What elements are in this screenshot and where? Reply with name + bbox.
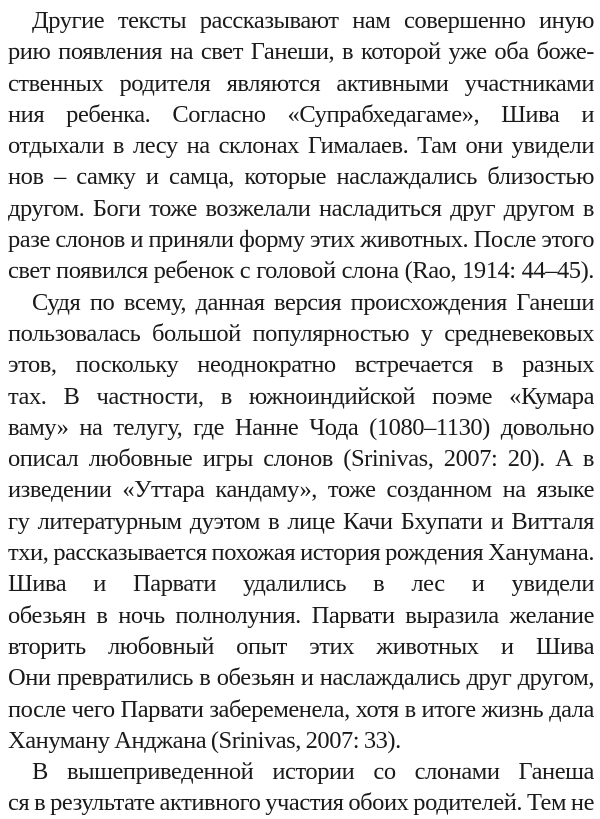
text-line: Они превратились в обезьян и наслаждались друг другом, (8, 664, 594, 692)
text-line: другом. Боги тоже возжелали насладиться друг другом в (8, 194, 594, 222)
text-line: изведении «Уттара кандаму», тоже созданном на языке (8, 476, 594, 504)
text-line: обезьян в ночь полнолуния. Парвати выразила желание (8, 601, 594, 629)
text-line: ся в результате активного участия обоих родителей. Тем не (8, 789, 594, 817)
text-line: ваму» на телугу, где Нанне Чода (1080–1130) довольно (8, 413, 594, 441)
paragraph-2 (8, 287, 594, 756)
paragraph-3 (8, 756, 594, 819)
text-line: гу литературным дуэтом в лице Качи Бхупати и Витталя (8, 507, 594, 535)
text-line: нов – самку и самца, которые наслаждались близостью (8, 163, 594, 191)
text-line: В вышеприведенной истории со слонами Ганеша (32, 758, 594, 786)
text-line: после чего Парвати забеременела, хотя в итоге жизнь дала (8, 695, 594, 723)
paragraph-1 (8, 5, 594, 287)
text-line: описал любовные игры слонов (Srinivas, 2007: 20). А в (8, 445, 594, 473)
text-line: ственных родителя являются активными участниками (8, 69, 594, 97)
text-line: Шива и Парвати удалились в лес и увидели (8, 570, 594, 598)
text-line: тхи, рассказывается похожая история рождения Ханумана. (8, 539, 594, 567)
text-line: рию появления на свет Ганеши, в которой уже оба боже- (8, 38, 594, 66)
text-line: Судя по всему, данная версия происхождения Ганеши (32, 288, 594, 316)
text-line: разе слонов и приняли форму этих животных. После этого (8, 226, 594, 254)
text-line: этов, поскольку неоднократно встречается в разных (8, 351, 594, 379)
text-line: ния ребенка. Согласно «Супрабхедагаме», Шива и (8, 100, 594, 128)
text-line: пользовалась большой популярностью у средневековых (8, 319, 594, 347)
text-line: тах. В частности, в южноиндийской поэме «Кумара (8, 382, 594, 410)
text-line: Хануману Анджана (Srinivas, 2007: 33). (8, 726, 401, 754)
text-line: Другие тексты рассказывают нам совершенно иную (32, 7, 594, 34)
text-line: отдыхали в лесу на склонах Гималаев. Там они увидели (8, 132, 594, 160)
document-page (8, 5, 594, 819)
text-line: свет появился ребенок с головой слона (Rao, 1914: 44–45). (8, 257, 594, 285)
text-line: вторить любовный опыт этих животных и Шива (8, 632, 594, 660)
